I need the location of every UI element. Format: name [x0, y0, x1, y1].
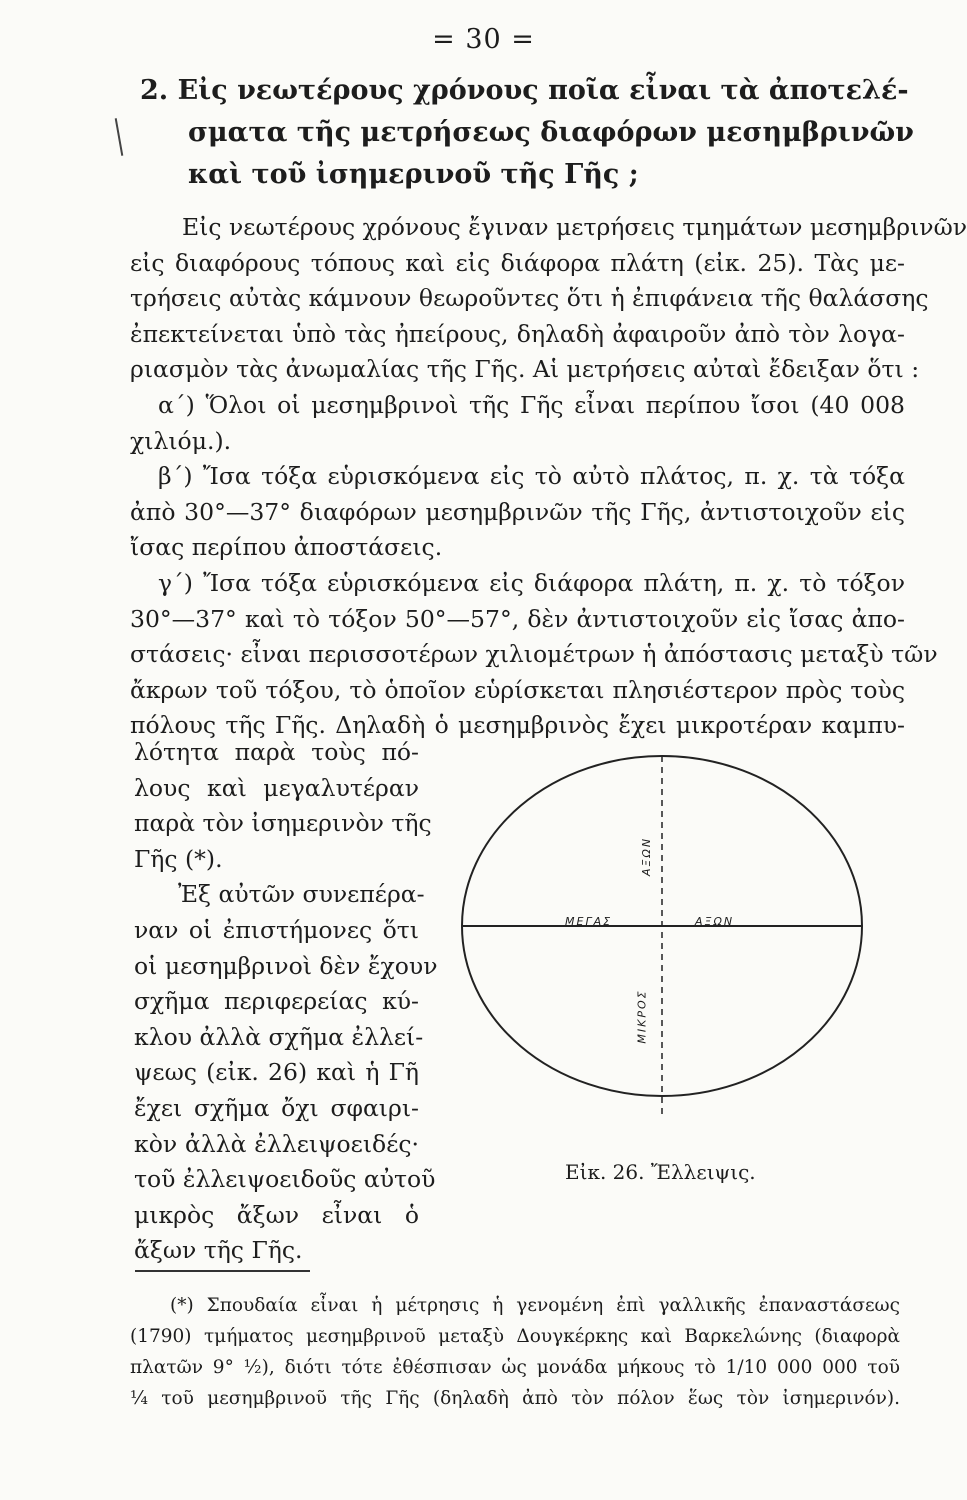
body-line: 30°—37° καὶ τὸ τόξον 50°—57°, δὲν ἀντιστοιχοῦν εἰς ἴσας ἀπο-: [130, 604, 905, 633]
label-axon-vertical: ΑΞΩΝ: [640, 836, 654, 877]
question-line-2: σματα τῆς μετρήσεως διαφόρων μεσημβρινῶν: [188, 117, 914, 148]
body-text: [130, 210, 967, 744]
body-text-beside-figure: [134, 735, 438, 1269]
body-line: Εἰς νεωτέρους χρόνους ἔγιναν μετρήσεις τμημάτων μεσημβρινῶν: [182, 213, 967, 241]
body-line: παρὰ τὸν ἰσημερινὸν τῆς: [134, 809, 432, 838]
body-line: γ΄) Ἴσα τόξα εὑρισκόμενα εἰς διάφορα πλάτη, π. χ. τὸ τόξον: [158, 568, 905, 597]
body-line: λότητα παρὰ τοὺς πό-: [134, 738, 419, 766]
body-line: λους καὶ μεγαλυτέραν: [134, 773, 419, 802]
body-line: στάσεις· εἶναι περισσοτέρων χιλιομέτρων ἡ ἀπόστασις μεταξὺ τῶν: [130, 640, 938, 669]
body-line: ἄκρων τοῦ τόξου, τὸ ὁποῖον εὑρίσκεται πλησιέστερον πρὸς τοὺς: [130, 675, 905, 704]
ellipse-diagram: [455, 735, 915, 1155]
body-line: ἐπεκτείνεται ὑπὸ τὰς ἠπείρους, δηλαδὴ ἀφαιροῦν ἀπὸ τὸν λογα-: [130, 319, 905, 348]
label-mikros: ΜΙΚΡΟΣ: [635, 989, 649, 1044]
body-line: ναν οἱ ἐπιστήμονες ὅτι: [134, 915, 419, 944]
body-line: ἔχει σχῆμα ὄχι σφαιρι-: [134, 1093, 419, 1122]
page-number: = 30 =: [432, 24, 535, 55]
question-line-3: καὶ τοῦ ἰσημερινοῦ τῆς Γῆς ;: [188, 159, 639, 190]
body-line: τοῦ ἐλλειψοειδοῦς αὐτοῦ: [134, 1165, 436, 1194]
question-line-1: [140, 70, 920, 112]
body-line: Γῆς (*).: [134, 844, 223, 873]
question-line-1-text: Εἰς νεωτέρους χρόνους ποῖα εἶναι τὰ ἀποτελέ-: [177, 75, 909, 106]
footnote-line: (*) Σπουδαία εἶναι ἡ μέτρησις ἡ γενομένη ἐπὶ γαλλικῆς ἐπαναστάσεως: [170, 1295, 900, 1316]
label-megas: ΜΕΓΑΣ: [565, 915, 613, 928]
body-line: χιλιόμ.).: [130, 426, 232, 455]
body-line: β΄) Ἴσα τόξα εὑρισκόμενα εἰς τὸ αὐτὸ πλάτος, π. χ. τὰ τόξα: [158, 462, 905, 491]
ellipse-figure: [455, 735, 915, 1195]
label-axon-horizontal: ΑΞΩΝ: [695, 915, 735, 928]
footnote: [130, 1290, 900, 1414]
body-line: ἴσας περίπου ἀποστάσεις.: [130, 533, 443, 562]
body-line: ριασμὸν τὰς ἀνωμαλίας τῆς Γῆς. Αἱ μετρήσεις αὐταὶ ἔδειξαν ὅτι :: [130, 355, 920, 384]
body-line: Ἐξ αὐτῶν συνεπέρα-: [178, 880, 425, 909]
figure-caption: Εἰκ. 26. Ἔλλειψις.: [565, 1160, 756, 1184]
question-number: 2.: [140, 75, 169, 106]
question-heading: [140, 70, 920, 196]
body-line: α΄) Ὅλοι οἱ μεσημβρινοὶ τῆς Γῆς εἶναι περίπου ἴσοι (40 008: [158, 390, 905, 419]
footnote-line: πλατῶν 9° ½), διότι τότε ἐθέσπισαν ὡς μονάδα μήκους τὸ 1/10 000 000 τοῦ: [130, 1357, 900, 1378]
body-line: κλου ἀλλὰ σχῆμα ἐλλεί-: [134, 1022, 424, 1051]
footnote-line: (1790) τμήματος μεσημβρινοῦ μεταξὺ Δουγκέρκης καὶ Βαρκελώνης (διαφορὰ: [130, 1326, 900, 1347]
footnote-rule: [135, 1270, 310, 1272]
body-line: τρήσεις αὐτὰς κάμνουν θεωροῦντες ὅτι ἡ ἐπιφάνεια τῆς θαλάσσης: [130, 284, 929, 313]
body-line: ψεως (εἰκ. 26) καὶ ἡ Γῆ: [134, 1058, 419, 1087]
body-line: πόλους τῆς Γῆς. Δηλαδὴ ὁ μεσημβρινὸς ἔχει μικροτέραν καμπυ-: [130, 711, 905, 740]
body-line: μικρὸς ἄξων εἶναι ὁ: [134, 1200, 419, 1229]
body-line: ἀπὸ 30°—37° διαφόρων μεσημβρινῶν τῆς Γῆς, ἀντιστοιχοῦν εἰς: [130, 497, 905, 526]
body-line: κὸν ἀλλὰ ἐλλειψοειδές·: [134, 1129, 419, 1158]
body-line: εἰς διαφόρους τόπους καὶ εἰς διάφορα πλάτη (εἰκ. 25). Τὰς με-: [130, 248, 905, 277]
body-line: σχῆμα περιφερείας κύ-: [134, 987, 419, 1016]
footnote-line: ¼ τοῦ μεσημβρινοῦ τῆς Γῆς (δηλαδὴ ἀπὸ τὸν πόλον ἕως τὸν ἰσημερινόν).: [130, 1388, 900, 1409]
body-line: ἄξων τῆς Γῆς.: [134, 1236, 303, 1265]
margin-pencil-mark: [115, 118, 124, 156]
body-line: οἱ μεσημβρινοὶ δὲν ἔχουν: [134, 951, 438, 980]
